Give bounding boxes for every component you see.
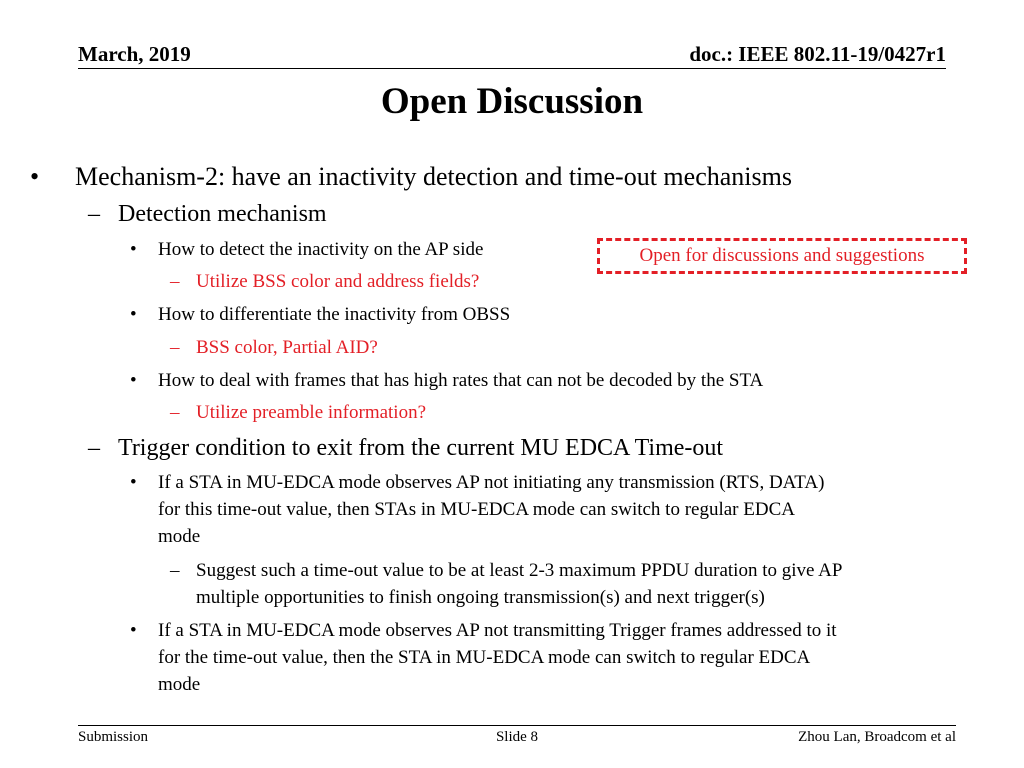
bullet-suggest-timeout-line-2: multiple opportunities to finish ongoing transmission(s) and next trigger(s) [196, 587, 765, 608]
bullet-dot-icon: • [130, 239, 137, 260]
footer-rule [78, 725, 956, 726]
bullet-no-trigger-line-1: If a STA in MU-EDCA mode observes AP not transmitting Trigger frames addressed to it [158, 620, 837, 641]
bullet-differentiate-obss: How to differentiate the inactivity from OBSS [158, 304, 511, 325]
bullet-no-trigger-line-2: for the time-out value, then the STA in MU-EDCA mode can switch to regular EDCA [158, 647, 811, 668]
bullet-dot-icon: • [130, 620, 137, 641]
header-rule [78, 68, 946, 69]
bullet-suggest-timeout-line-1: Suggest such a time-out value to be at least 2-3 maximum PPDU duration to give AP [196, 560, 843, 581]
bullet-dot-icon: • [130, 370, 137, 391]
bullet-utilize-bss: Utilize BSS color and address fields? [196, 271, 480, 292]
dash-icon: – [88, 201, 100, 227]
slide-title: Open Discussion [380, 81, 644, 122]
footer-author: Zhou Lan, Broadcom et al [798, 729, 956, 745]
bullet-mechanism-2: Mechanism-2: have an inactivity detection and time-out mechanisms [75, 162, 792, 191]
dash-icon: – [170, 402, 180, 423]
bullet-dot-icon: • [130, 472, 137, 493]
header-date: March, 2019 [78, 42, 191, 66]
bullet-dot-icon: • [130, 304, 137, 325]
bullet-no-transmission-line-3: mode [158, 526, 201, 547]
dash-icon: – [170, 337, 180, 358]
dash-icon: – [88, 435, 100, 461]
header-doc-id: doc.: IEEE 802.11-19/0427r1 [689, 42, 946, 66]
bullet-bss-color-paid: BSS color, Partial AID? [196, 337, 378, 358]
bullet-high-rate-frames: How to deal with frames that has high rates that can not be decoded by the STA [158, 370, 764, 391]
bullet-trigger-condition: Trigger condition to exit from the current MU EDCA Time-out [118, 435, 724, 461]
bullet-no-transmission-line-1: If a STA in MU-EDCA mode observes AP not initiating any transmission (RTS, DATA) [158, 472, 825, 493]
bullet-no-trigger-line-3: mode [158, 674, 201, 695]
dash-icon: – [170, 271, 180, 292]
footer-slide-number: Slide 8 [495, 729, 539, 745]
open-discussion-callout: Open for discussions and suggestions [597, 238, 967, 274]
bullet-dot-icon: • [30, 162, 40, 191]
footer-submission: Submission [78, 729, 149, 745]
bullet-utilize-preamble: Utilize preamble information? [196, 402, 427, 423]
bullet-detect-inactivity: How to detect the inactivity on the AP side [158, 239, 484, 260]
bullet-detection-mechanism: Detection mechanism [118, 201, 327, 227]
bullet-no-transmission-line-2: for this time-out value, then STAs in MU-EDCA mode can switch to regular EDCA [158, 499, 795, 520]
dash-icon: – [170, 560, 180, 581]
